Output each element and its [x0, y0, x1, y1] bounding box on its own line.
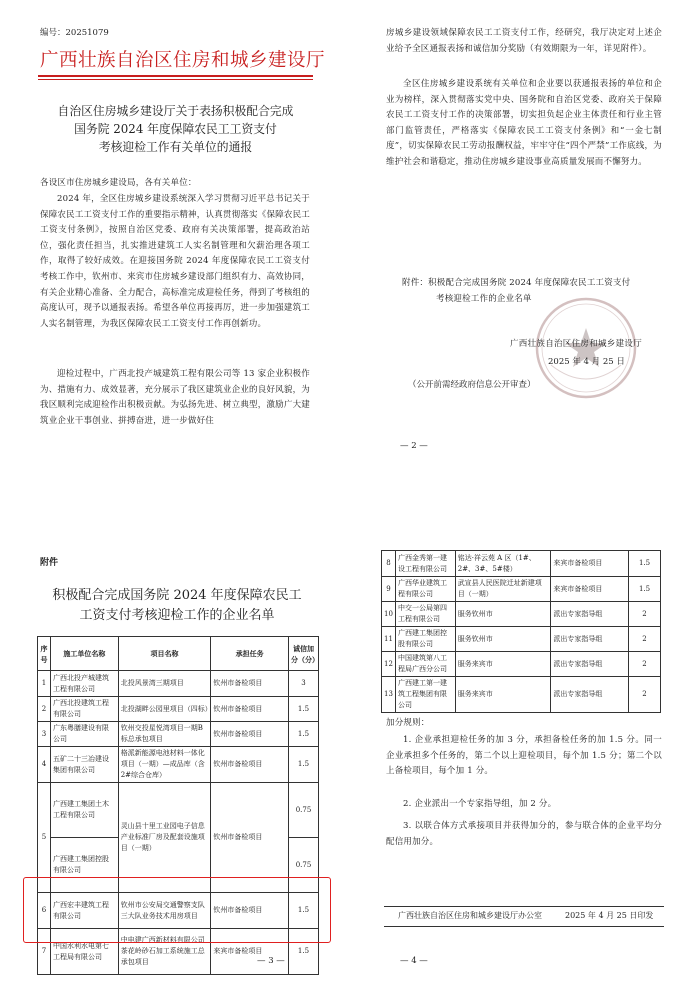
cell-unit: 广西北投建筑工程有限公司: [50, 697, 118, 722]
col-header-score: 诚信加分（分）: [288, 637, 318, 671]
cell-project: 服务来宾市: [455, 652, 551, 677]
signature-org: 广西壮族自治区住房和城乡建设厅: [510, 339, 643, 349]
cell-score: 1.5: [288, 722, 318, 747]
annex-title-line-1: 积极配合完成国务院 2024 年度保障农民工: [52, 588, 302, 603]
table-row: [382, 551, 661, 577]
cell-no: 8: [382, 551, 396, 577]
cell-task: 钦州市备检项目: [211, 893, 289, 929]
cell-task: 钦州市备检项目: [211, 722, 289, 747]
cell-score: 1.5: [288, 747, 318, 783]
cell-project: 格派新能源电池材料一体化项目（一期）—成品库（含2#综合仓库）: [118, 747, 211, 783]
cell-no: 11: [382, 627, 396, 652]
col-header-project: 项目名称: [118, 637, 211, 671]
table-row: [382, 677, 661, 713]
table-row: [38, 722, 319, 747]
cell-unit: 广东粤膳建设有限公司: [50, 722, 118, 747]
cell-score: 2: [629, 652, 661, 677]
cell-unit: 广西建工集团土木工程有限公司: [50, 783, 118, 838]
table-row: [38, 783, 319, 838]
cell-unit: 中国水利水电第七工程局有限公司: [50, 929, 118, 975]
annex-title: [38, 586, 316, 626]
col-header-unit: 施工单位名称: [50, 637, 118, 671]
cell-unit: 广西金秀第一建设工程有限公司: [395, 551, 455, 577]
cell-score: 1.5: [629, 577, 661, 602]
cell-score: 0.75: [288, 838, 318, 893]
cell-unit: 五矿二十三冶建设集团有限公司: [50, 747, 118, 783]
cell-score: 1.5: [288, 929, 318, 975]
cell-task: 派出专家指导组: [551, 602, 629, 627]
disclosure-note: （公开前需经政府信息公开审查）: [408, 380, 536, 390]
cell-project: 钦州交投星悦湾项目一期B标总承包项目: [118, 722, 211, 747]
cell-unit: 广西建工第一建筑工程集团有限公司: [395, 677, 455, 713]
cell-project: 服务钦州市: [455, 602, 551, 627]
page-number-2: — 2 —: [400, 441, 428, 451]
cell-task: 钦州市备检项目: [211, 783, 289, 893]
footer-rule-bottom: [384, 926, 664, 927]
col-header-task: 承担任务: [211, 637, 289, 671]
cell-project: 北投湖畔公园里项目（四标）: [118, 697, 211, 722]
cell-task: 派出专家指导组: [551, 627, 629, 652]
cell-task: 来宾市备检项目: [211, 929, 289, 975]
cell-no: 1: [38, 671, 51, 697]
rule-1: 1. 企业承担迎检任务的加 3 分，承担备检任务的加 1.5 分。同一企业承担多个任务的，第二个以上迎检项目，每个加 1.5 分；第二个以上备检项目，每个加 1 分。: [386, 735, 662, 777]
footer-rule-top: [384, 906, 664, 907]
header-rule-thick: [38, 75, 313, 77]
page-number-3: — 3 —: [257, 956, 285, 966]
cell-unit: 广西华业建筑工程有限公司: [395, 577, 455, 602]
cell-project: 北投风景湾三期项目: [118, 671, 211, 697]
cell-unit: 广西建工集团控股有限公司: [50, 838, 118, 893]
cell-score: 2: [629, 677, 661, 713]
cell-project: 服务来宾市: [455, 677, 551, 713]
page1-paragraph-2: 迎检过程中，广西北投产城建筑工程有限公司等 13 家企业积极作为、措施有力、成效显著，充分展示了我区建筑业企业的良好风貌，为我区顺利完成迎检作出积极贡献。为弘扬先进、树立典型，激励广大建筑业企业干事创业、拼搏奋进，进一步做好住: [40, 369, 310, 426]
annex-title-line-2: 工资支付考核迎检工作的企业名单: [79, 608, 275, 623]
rule-3: 3. 以联合体方式承接项目并获得加分的，参与联合体的企业平均分配信用加分。: [386, 821, 662, 847]
table-row: [38, 671, 319, 697]
table-row: [38, 697, 319, 722]
col-header-no: 序号: [38, 637, 51, 671]
cell-unit: 中国建筑第八工程局广西分公司: [395, 652, 455, 677]
cell-unit: 广西北投产城建筑工程有限公司: [50, 671, 118, 697]
cell-score: 1.5: [629, 551, 661, 577]
dept-header: 广西壮族自治区住房和城乡建设厅: [40, 50, 326, 71]
cell-no: 13: [382, 677, 396, 713]
cell-no: 5: [38, 783, 51, 893]
cell-score: 2: [629, 627, 661, 652]
cell-no: 3: [38, 722, 51, 747]
cell-score: 3: [288, 671, 318, 697]
cell-task: 钦州市备检项目: [211, 671, 289, 697]
cell-task: 来宾市备检项目: [551, 551, 629, 577]
table-row: [382, 577, 661, 602]
cell-score: 0.75: [288, 783, 318, 838]
cell-no: 7: [38, 929, 51, 975]
footer-org: 广西壮族自治区住房和城乡建设厅办公室: [398, 911, 542, 920]
cell-no: 2: [38, 697, 51, 722]
cell-unit: 中交一公局第四工程有限公司: [395, 602, 455, 627]
rules-title: 加分规则：: [386, 718, 430, 728]
attachment-note-line-1: 附件：积极配合完成国务院 2024 年度保障农民工工资支付: [402, 278, 631, 288]
attachment-note-line-2: 考核迎检工作的企业名单: [436, 293, 532, 304]
cell-unit: 广西宏丰建筑工程有限公司: [50, 893, 118, 929]
cell-project: 武宣县人民医院迁址新建项目（一期）: [455, 577, 551, 602]
page-number-4: — 4 —: [400, 956, 428, 966]
page2-paragraph-2: 全区住房城乡建设系统有关单位和企业要以获通报表扬的单位和企业为榜样，深入贯彻落实党中央、国务院和自治区党委、政府关于保障农民工工资支付工作的决策部署，切实担负起企业主体责任和行业主管部门监管责任，严格落实《保障农民工工资支付条例》和“一金七制度”，切实保障农民工劳动报酬权益，牢牢守住“四个严禁”工作底线，为维护社会和谐稳定，推动住房城乡建设事业高质量发展而不懈努力。: [386, 79, 662, 167]
title-line-1: 自治区住房城乡建设厅关于表扬积极配合完成: [57, 104, 294, 118]
cell-score: 1.5: [288, 697, 318, 722]
notice-title: [38, 102, 313, 156]
cell-no: 12: [382, 652, 396, 677]
cell-no: 9: [382, 577, 396, 602]
table-row: [382, 627, 661, 652]
footer-date: 2025 年 4 月 25 日印发: [565, 911, 654, 920]
cell-task: 钦州市备检项目: [211, 697, 289, 722]
title-line-3: 考核迎检工作有关单位的通报: [98, 140, 253, 154]
rule-2: 2. 企业派出一个专家指导组，加 2 分。: [403, 799, 557, 809]
table-row: [38, 747, 319, 783]
signature-date: 2025 年 4 月 25 日: [548, 357, 625, 367]
cell-no: 4: [38, 747, 51, 783]
page2-paragraph-1: 房城乡建设领域保障农民工工资支付工作，经研究，我厅决定对上述企业给予全区通报表扬和诚信加分奖励（有效期限为一年，详见附件）。: [386, 28, 662, 54]
highlight-box: [23, 877, 331, 943]
cell-no: 6: [38, 893, 51, 929]
table-header-row: [38, 637, 319, 671]
cell-score: 2: [629, 602, 661, 627]
title-line-2: 国务院 2024 年度保障农民工工资支付: [74, 122, 277, 136]
page1-paragraph-1: 2024 年，全区住房城乡建设系统深入学习贯彻习近平总书记关于保障农民工工资支付工作的重要指示精神，认真贯彻落实《保障农民工工资支付条例》，按照自治区党委、政府有关决策部署，提高政治站位，强化责任担当，扎实推进建筑工人实名制管理和欠薪治理各项工作，取得了较好成效。在迎接国务院 2024 年度保障农民工工资支付考核工作中，钦州市、来宾市住房城乡建设部门组织有力、高效协同，有关企业精心准备、全力配合，高标准完成迎检任务，得到了考核组的高度认可，现予以通报表扬。希望各单位再接再厉，进一步加强建筑工人实名制管理，为我区保障农民工工资支付工作再创新功。: [40, 194, 310, 329]
cell-project: 钦州市公安局交通警察支队三大队业务技术用房项目: [118, 893, 211, 929]
table-row: [382, 652, 661, 677]
cell-unit: 广西建工集团控股有限公司: [395, 627, 455, 652]
addressee: 各设区市住房城乡建设局，各有关单位：: [40, 178, 197, 188]
cell-project: 铭达·祥云苑 A 区（1#、2#、3#、5#楼）: [455, 551, 551, 577]
cell-task: 派出专家指导组: [551, 652, 629, 677]
doc-number: 编号：20251079: [40, 28, 109, 38]
table-row: [382, 602, 661, 627]
cell-project: 服务钦州市: [455, 627, 551, 652]
cell-no: 10: [382, 602, 396, 627]
annex-label: 附件: [40, 558, 59, 568]
cell-project: 灵山县十里工业园电子信息产业标准厂房及配套设施项目（一期）: [118, 783, 211, 893]
header-rule-thin: [38, 79, 313, 80]
cell-task: 来宾市备检项目: [551, 577, 629, 602]
cell-task: 派出专家指导组: [551, 677, 629, 713]
company-table-continued: [381, 550, 661, 713]
cell-task: 钦州市备检项目: [211, 747, 289, 783]
cell-project: 中电建广西新材料有限公司茶花岭砂石加工系统施工总承包项目: [118, 929, 211, 975]
cell-score: 1.5: [288, 893, 318, 929]
